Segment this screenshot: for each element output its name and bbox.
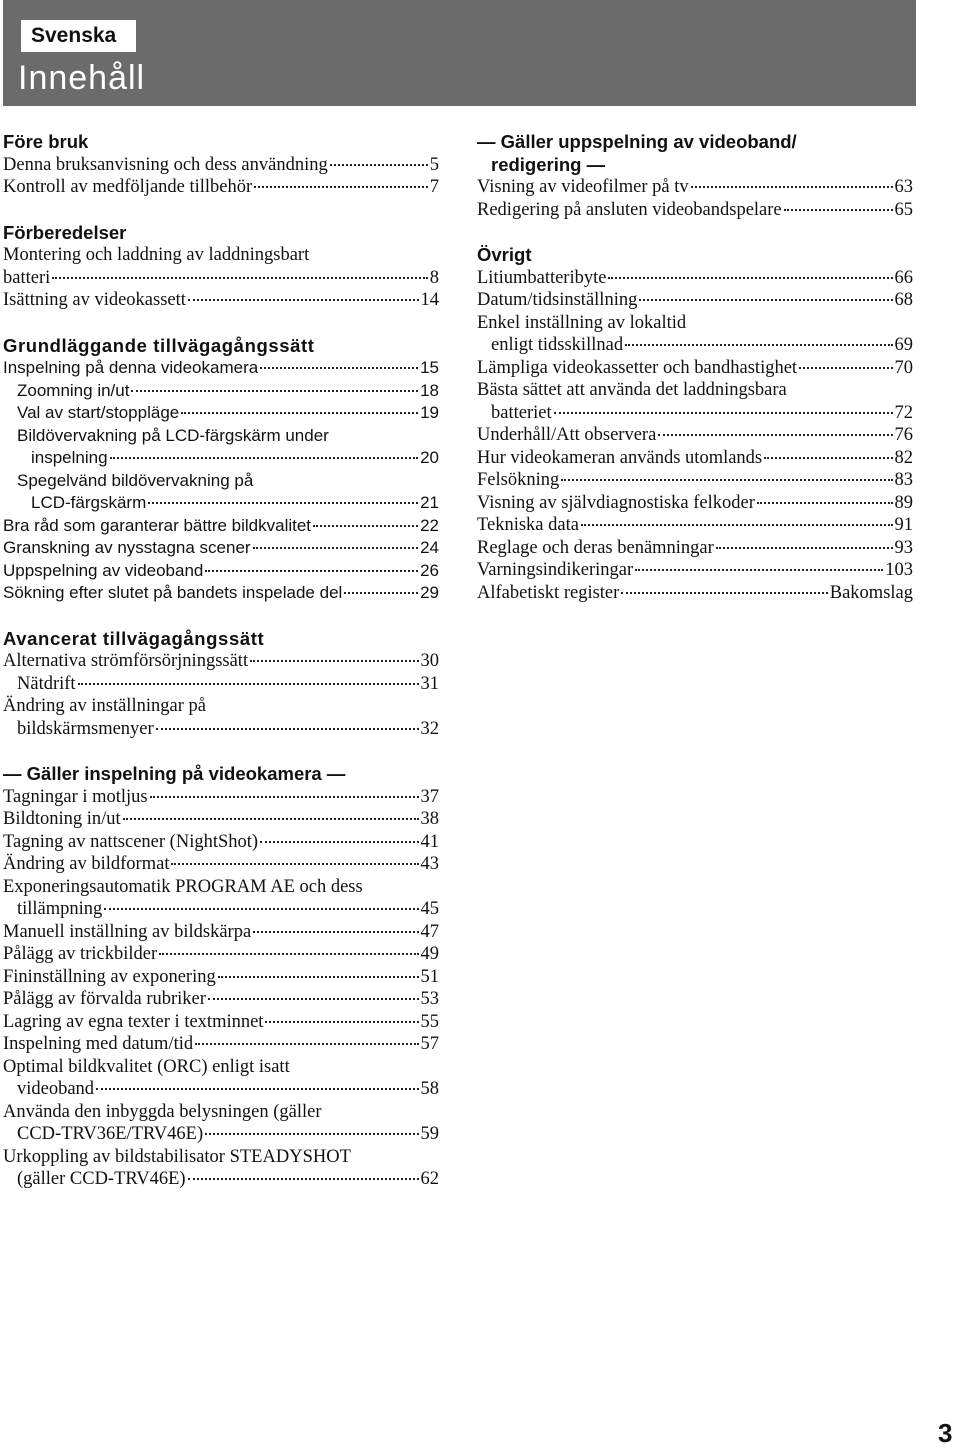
- toc-entry[interactable]: [477, 582, 913, 605]
- toc-entry[interactable]: [3, 515, 439, 538]
- entry-text: Fininställning av exponering: [3, 966, 216, 987]
- entry-page: 63: [894, 177, 913, 197]
- entry-page: 55: [420, 1011, 439, 1032]
- entry-text: Tagning av nattscener (NightShot): [3, 831, 259, 852]
- toc-entry[interactable]: [3, 447, 439, 470]
- toc-entry[interactable]: [477, 424, 913, 447]
- entry-text: tillämpning: [17, 899, 103, 919]
- entry-text: Pålägg av förvalda rubriker: [3, 989, 206, 1009]
- dot-leader: [52, 277, 427, 279]
- toc-entry[interactable]: [3, 786, 439, 809]
- entry-page: 37: [420, 786, 439, 807]
- entry-text-line: Bästa sättet att använda det laddningsbara: [477, 380, 787, 400]
- entry-text-line: Bildövervakning på LCD-färgskärm under: [17, 425, 329, 445]
- entry-text: Visning av självdiagnostiska felkoder: [477, 492, 755, 513]
- language-label: Svenska: [21, 20, 136, 52]
- dot-leader: [208, 998, 419, 1000]
- entry-page: 53: [420, 989, 439, 1009]
- entry-page: 41: [420, 831, 439, 852]
- entry-text-line: Exponeringsautomatik PROGRAM AE och dess: [3, 876, 363, 897]
- dot-leader: [799, 367, 892, 369]
- entry-text-line: Montering och laddning av laddningsbart: [3, 245, 310, 265]
- entry-text: Tekniska data: [477, 515, 579, 535]
- entry-page: 45: [420, 899, 439, 919]
- entry-text: Val av start/stoppläge: [17, 403, 180, 422]
- section-title: Avancerat tillvägagångssätt: [3, 627, 265, 649]
- section-title: Förberedelser: [3, 221, 127, 243]
- toc-entry[interactable]: [3, 1033, 439, 1056]
- page-title: Innehåll: [18, 59, 146, 97]
- toc-section-avancerat: [3, 628, 439, 741]
- dot-leader: [104, 908, 418, 910]
- dot-leader: [171, 863, 418, 865]
- entry-text-line: Enkel inställning av lokaltid: [477, 312, 687, 333]
- toc-entry[interactable]: [3, 267, 439, 290]
- toc-entry[interactable]: [3, 673, 439, 696]
- dot-leader: [205, 1133, 418, 1135]
- toc-entry[interactable]: [3, 176, 439, 199]
- entry-page: 82: [894, 447, 913, 468]
- toc-entry[interactable]: [477, 334, 913, 357]
- toc-left-column: [3, 131, 439, 1191]
- entry-text: Redigering på ansluten videobandspelare: [477, 199, 782, 220]
- dot-leader: [159, 953, 418, 955]
- entry-page: 20: [420, 448, 439, 467]
- entry-text: Zoomning in/ut: [17, 380, 130, 400]
- dot-leader: [195, 1043, 418, 1045]
- entry-page: 38: [420, 809, 439, 829]
- dot-leader: [218, 976, 419, 978]
- entry-text: Inspelning med datum/tid: [3, 1034, 194, 1054]
- entry-text: Alfabetiskt register: [477, 582, 620, 603]
- entry-page: 76: [894, 425, 913, 445]
- entry-page: 69: [894, 335, 913, 355]
- toc-entry[interactable]: [3, 560, 439, 583]
- entry-page: 65: [894, 199, 913, 220]
- dot-leader: [110, 457, 419, 459]
- entry-text: Inspelning på denna videokamera: [3, 358, 259, 377]
- entry-text: Bildtoning in/ut: [3, 809, 121, 829]
- entry-page: 26: [420, 560, 439, 580]
- toc-entry[interactable]: [3, 650, 439, 673]
- toc-entry[interactable]: [3, 853, 439, 876]
- toc-entry[interactable]: [477, 402, 913, 425]
- dot-leader: [181, 412, 418, 414]
- entry-page: 72: [894, 402, 913, 423]
- toc-entry[interactable]: [3, 380, 439, 403]
- toc-entry[interactable]: [477, 559, 913, 582]
- dot-leader: [260, 841, 418, 843]
- entry-text: Kontroll av medföljande tillbehör: [3, 177, 253, 197]
- entry-text: Bra råd som garanterar bättre bildkvalitet: [3, 515, 312, 535]
- entry-text: Datum/tidsinställning: [477, 290, 638, 310]
- page-number: 3: [938, 1418, 953, 1448]
- entry-page: 43: [420, 854, 439, 874]
- entry-text: CCD-TRV36E/TRV46E): [17, 1124, 204, 1144]
- entry-text: inspelning: [31, 448, 108, 467]
- entry-text: Varningsindikeringar: [477, 560, 634, 580]
- dot-leader: [260, 367, 418, 369]
- entry-text: Uppspelning av videoband: [3, 560, 204, 580]
- entry-text: Hur videokameran används utomlands: [477, 447, 763, 468]
- entry-page: 49: [420, 944, 439, 964]
- dot-leader: [205, 570, 418, 572]
- entry-text: Visning av videofilmer på tv: [477, 177, 689, 197]
- entry-page: 70: [894, 357, 913, 378]
- entry-page: 57: [420, 1034, 439, 1054]
- entry-page: Bakomslag: [829, 582, 913, 603]
- toc-entry[interactable]: [477, 469, 913, 492]
- entry-text: Sökning efter slutet på bandets inspelade del: [3, 583, 343, 602]
- entry-text: Granskning av nysstagna scener: [3, 538, 251, 557]
- section-title: — Gäller inspelning på videokamera —: [3, 763, 346, 784]
- dot-leader: [625, 344, 892, 346]
- toc-entry[interactable]: [477, 492, 913, 515]
- entry-page: 89: [894, 492, 913, 513]
- toc-entry[interactable]: [3, 1078, 439, 1101]
- toc-entry[interactable]: [3, 966, 439, 989]
- entry-page: 93: [894, 537, 913, 558]
- entry-page: 31: [420, 673, 439, 694]
- dot-leader: [344, 592, 418, 594]
- entry-text: (gäller CCD-TRV46E): [17, 1169, 186, 1189]
- dot-leader: [554, 412, 893, 414]
- dot-leader: [156, 728, 419, 730]
- dot-leader: [691, 186, 893, 188]
- entry-text-line: Spegelvänd bildövervakning på: [17, 470, 254, 490]
- toc-entry[interactable]: [3, 357, 439, 380]
- entry-page: 32: [420, 718, 439, 739]
- toc-entry[interactable]: [3, 718, 439, 741]
- entry-page: 7: [429, 177, 439, 197]
- section-title: Före bruk: [3, 131, 89, 152]
- entry-text-line: Optimal bildkvalitet (ORC) enligt isatt: [3, 1056, 290, 1077]
- entry-page: 51: [420, 966, 439, 987]
- entry-page: 30: [420, 651, 439, 671]
- entry-page: 59: [420, 1124, 439, 1144]
- entry-text: batteri: [3, 267, 51, 288]
- dot-leader: [561, 479, 892, 481]
- entry-text: Tagningar i motljus: [3, 786, 148, 807]
- section-title: Grundläggande tillvägagångssätt: [3, 334, 315, 356]
- toc-section-fore-bruk: [3, 131, 439, 199]
- dot-leader: [639, 299, 892, 301]
- section-title: — Gäller uppspelning av videoband/: [477, 131, 797, 152]
- entry-text-line: Urkoppling av bildstabilisator STEADYSHOT: [3, 1146, 351, 1167]
- dot-leader: [764, 457, 892, 459]
- entry-page: 62: [420, 1169, 439, 1189]
- toc-entry[interactable]: [3, 898, 439, 921]
- toc-entry[interactable]: [3, 1123, 439, 1146]
- entry-text: Lagring av egna texter i textminnet: [3, 1011, 264, 1032]
- toc-entry[interactable]: [3, 988, 439, 1011]
- dot-leader: [250, 660, 418, 662]
- toc-entry[interactable]: [3, 831, 439, 854]
- dot-leader: [188, 1178, 419, 1180]
- toc-entry[interactable]: [3, 808, 439, 831]
- toc-entry[interactable]: [477, 267, 913, 290]
- entry-text: Isättning av videokassett: [3, 290, 186, 310]
- entry-text: Manuell inställning av bildskärpa: [3, 921, 252, 942]
- dot-leader: [313, 525, 418, 527]
- dot-leader: [581, 524, 893, 526]
- dot-leader: [78, 683, 419, 685]
- toc-entry[interactable]: [3, 582, 439, 605]
- entry-page: 29: [420, 583, 439, 602]
- entry-text: Alternativa strömförsörjningssätt: [3, 651, 249, 671]
- toc-entry[interactable]: [3, 154, 439, 177]
- toc-section-forberedelser: [3, 222, 439, 312]
- entry-page: 21: [420, 493, 439, 512]
- section-title: redigering —: [491, 153, 606, 175]
- entry-text: videoband: [17, 1079, 95, 1099]
- toc-entry[interactable]: [3, 921, 439, 944]
- toc-entry[interactable]: [3, 537, 439, 560]
- dot-leader: [148, 502, 418, 504]
- entry-text: Reglage och deras benämningar: [477, 537, 714, 558]
- dot-leader: [621, 592, 827, 594]
- entry-text: enligt tidsskillnad: [491, 335, 624, 355]
- entry-page: 24: [420, 538, 439, 557]
- dot-leader: [635, 569, 883, 571]
- entry-text: LCD-färgskärm: [31, 493, 147, 512]
- toc-section-grundlaggande: [3, 335, 439, 605]
- dot-leader: [716, 547, 893, 549]
- dot-leader: [784, 209, 893, 211]
- entry-page: 18: [420, 380, 439, 400]
- entry-page: 83: [894, 470, 913, 490]
- dot-leader: [123, 818, 419, 820]
- entry-page: 91: [894, 515, 913, 535]
- entry-page: 58: [420, 1079, 439, 1099]
- dot-leader: [188, 299, 419, 301]
- entry-page: 19: [420, 403, 439, 422]
- toc-entry[interactable]: [3, 289, 439, 312]
- entry-text: Ändring av bildformat: [3, 854, 170, 874]
- toc-entry[interactable]: [477, 176, 913, 199]
- toc-entry[interactable]: [477, 514, 913, 537]
- dot-leader: [757, 502, 893, 504]
- entry-text: batteriet: [491, 402, 552, 423]
- toc-entry[interactable]: [3, 1011, 439, 1034]
- toc-right-column: [477, 131, 913, 604]
- toc-entry[interactable]: [477, 537, 913, 560]
- entry-text-line: Använda den inbyggda belysningen (gäller: [3, 1101, 322, 1122]
- toc-entry[interactable]: [3, 492, 439, 515]
- entry-page: 68: [894, 290, 913, 310]
- toc-entry[interactable]: [3, 1168, 439, 1191]
- dot-leader: [150, 796, 419, 798]
- entry-page: 47: [420, 921, 439, 942]
- entry-page: 15: [420, 358, 439, 377]
- dot-leader: [131, 390, 418, 392]
- dot-leader: [254, 186, 428, 188]
- toc-entry[interactable]: [477, 447, 913, 470]
- section-title: Övrigt: [477, 244, 532, 265]
- dot-leader: [265, 1021, 418, 1023]
- entry-text: Denna bruksanvisning och dess användning: [3, 154, 328, 175]
- entry-page: 14: [420, 290, 439, 310]
- dot-leader: [658, 434, 892, 436]
- toc-section-uppspelning: [477, 131, 913, 221]
- entry-text: Pålägg av trickbilder: [3, 944, 158, 964]
- dot-leader: [253, 931, 418, 933]
- header-banner: [3, 0, 916, 106]
- toc-entry[interactable]: [477, 289, 913, 312]
- toc-entry[interactable]: [3, 402, 439, 425]
- toc-entry[interactable]: [477, 199, 913, 222]
- toc-entry[interactable]: [477, 357, 913, 380]
- dot-leader: [253, 547, 418, 549]
- toc-entry[interactable]: [3, 943, 439, 966]
- dot-leader: [608, 277, 892, 279]
- toc-section-ovrigt: [477, 244, 913, 604]
- entry-page: 5: [429, 154, 439, 175]
- entry-text-line: Ändring av inställningar på: [3, 696, 206, 716]
- entry-text: Felsökning: [477, 470, 560, 490]
- entry-page: 103: [885, 560, 913, 580]
- entry-page: 66: [894, 267, 913, 288]
- entry-page: 22: [420, 515, 439, 535]
- entry-text: Nätdrift: [17, 673, 76, 694]
- entry-text: bildskärmsmenyer: [17, 718, 154, 739]
- entry-text: Underhåll/Att observera: [477, 425, 657, 445]
- dot-leader: [330, 164, 428, 166]
- entry-text: Lämpliga videokassetter och bandhastighet: [477, 357, 798, 378]
- entry-text: Litiumbatteribyte: [477, 267, 607, 288]
- dot-leader: [96, 1088, 418, 1090]
- entry-page: 8: [429, 267, 439, 288]
- toc-section-inspelning: [3, 763, 439, 1191]
